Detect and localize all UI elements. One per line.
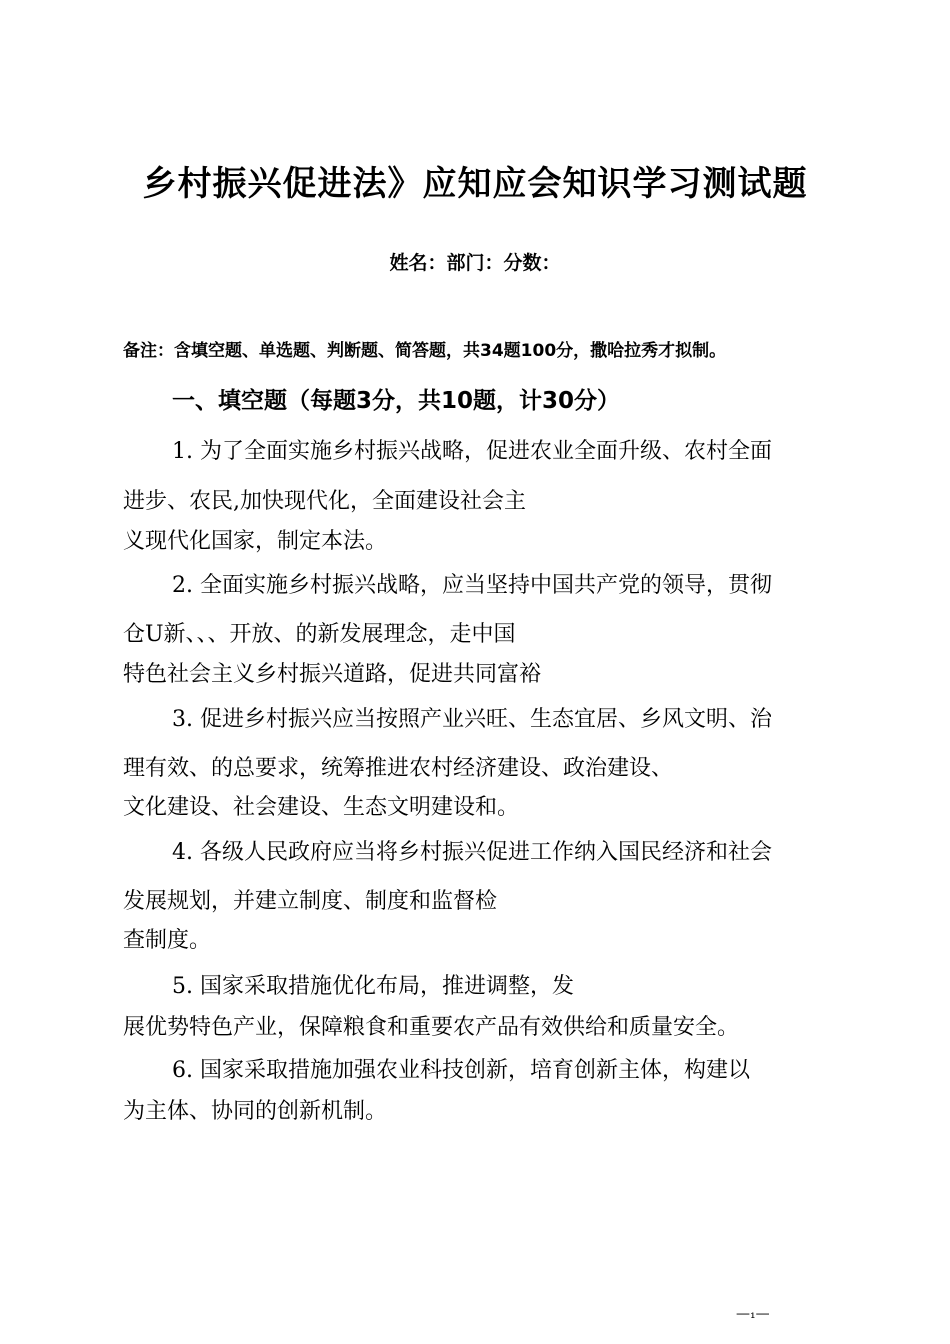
question-4-line-2: 发展规划，并建立制度、制度和监督检 <box>123 889 498 914</box>
question-4-line-3: 查制度。 <box>123 928 212 953</box>
question-4-line-1: 4. 各级人民政府应当将乡村振兴促进工作纳入国民经济和社会 <box>172 840 772 865</box>
question-1-line-2: 进步、农民,加快现代化，全面建设社会主 <box>123 489 526 514</box>
question-5-line-2: 展优势特色产业，保障粮食和重要农产品有效供给和质量安全。 <box>123 1015 740 1040</box>
question-3-line-2: 理有效、的总要求，统筹推进农村经济建设、政治建设、 <box>123 756 674 781</box>
document-title: 乡村振兴促进法》应知应会知识学习测试题 <box>142 164 808 204</box>
examinee-info-line: 姓名：部门：分数： <box>389 252 561 274</box>
question-3-line-1: 3. 促进乡村振兴应当按照产业兴旺、生态宜居、乡风文明、治 <box>172 707 772 732</box>
question-3-line-3: 文化建设、社会建设、生态文明建设和。 <box>123 795 520 820</box>
exam-note: 备注：含填空题、单选题、判断题、简答题，共34题100分，撒哈拉秀才拟制。 <box>123 341 727 361</box>
question-2-line-1: 2. 全面实施乡村振兴战略，应当坚持中国共产党的领导，贯彻 <box>172 573 772 598</box>
question-6-line-1: 6. 国家采取措施加强农业科技创新，培育创新主体，构建以 <box>172 1058 750 1083</box>
question-6-line-2: 为主体、协同的创新机制。 <box>123 1099 388 1124</box>
question-2-line-2: 仓U新、、、开放、的新发展理念，走中国 <box>123 622 516 647</box>
question-1-line-1: 1. 为了全面实施乡村振兴战略，促进农业全面升级、农村全面 <box>172 439 772 464</box>
page-number: —₁— <box>736 1306 770 1322</box>
question-2-line-3: 特色社会主义乡村振兴道路，促进共同富裕 <box>123 662 542 687</box>
section-heading: 一、填空题（每题3分，共10题，计30分） <box>172 388 621 414</box>
question-1-line-3: 义现代化国家，制定本法。 <box>123 529 388 554</box>
question-5-line-1: 5. 国家采取措施优化布局，推进调整，发 <box>172 974 574 999</box>
